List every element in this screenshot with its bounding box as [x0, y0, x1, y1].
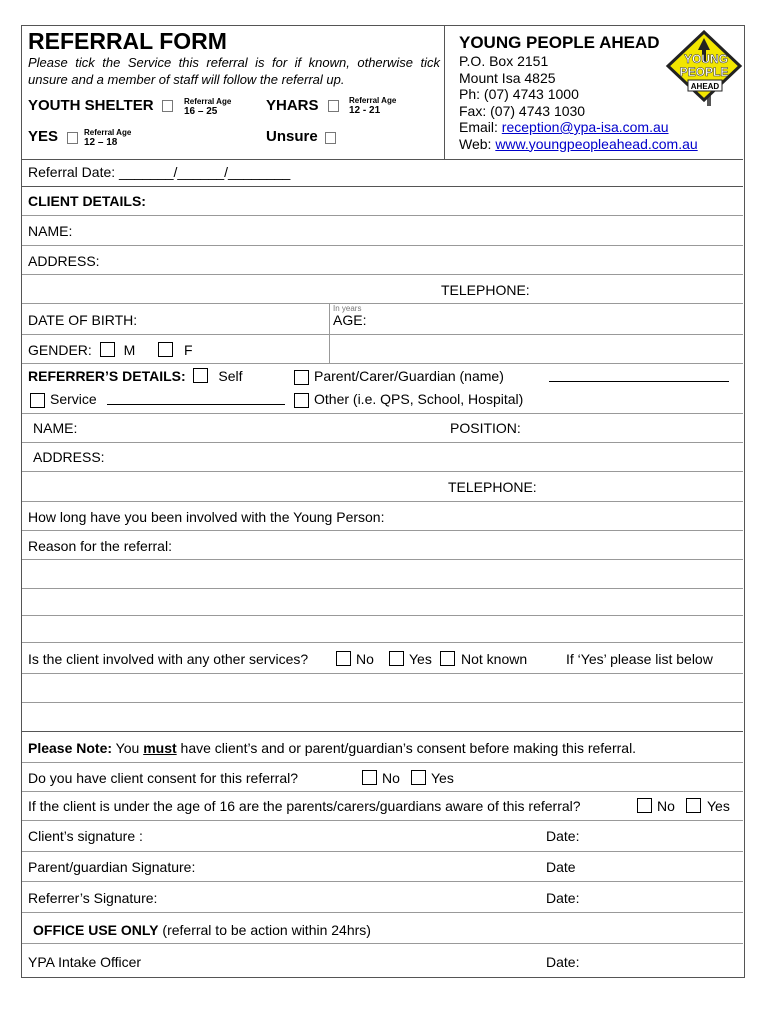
service-yhars-age-range: 12 - 21 [349, 105, 381, 116]
org-email-label: Email: [459, 119, 502, 135]
client-consent-no-label: No [382, 770, 400, 786]
other-services-list-note: If ‘Yes’ please list below [566, 651, 713, 667]
referrer-position-field[interactable]: POSITION: [450, 420, 521, 436]
parent-signature-field[interactable]: Parent/guardian Signature: [28, 859, 196, 875]
other-services-no-label: No [356, 651, 374, 667]
service-youth-shelter-checkbox[interactable] [162, 100, 173, 112]
service-yhars-age-label: Referral Age [349, 96, 397, 105]
client-address-field[interactable]: ADDRESS: [28, 253, 100, 269]
gender-m-label: M [123, 342, 136, 358]
org-contact [459, 53, 698, 152]
under16-question: If the client is under the age of 16 are the parents/carers/guardians aware of this referral? [28, 798, 581, 814]
client-consent-yes-label: Yes [431, 770, 454, 786]
referrer-parent-checkbox[interactable] [294, 370, 309, 385]
referrer-service-name-line[interactable] [107, 392, 285, 405]
client-consent-no-checkbox[interactable] [362, 770, 377, 785]
referrer-telephone-field[interactable]: TELEPHONE: [448, 479, 537, 495]
org-web-link[interactable]: www.youngpeopleahead.com.au [495, 135, 698, 152]
row-divider [22, 820, 743, 821]
row-divider [22, 673, 743, 674]
form-instructions: Please tick the Service this referral is for if known, otherwise tick unsure and a member of staff will follow the referral up. [28, 55, 440, 87]
row-divider [22, 186, 743, 187]
office-use-row [33, 922, 371, 938]
other-services-yes-label: Yes [409, 651, 432, 667]
row-divider [22, 334, 743, 335]
service-yhars-label: YHARS [266, 97, 319, 114]
referrer-self-checkbox[interactable] [193, 368, 208, 383]
row-divider [22, 702, 743, 703]
service-yes-age-label: Referral Age [84, 128, 132, 137]
client-consent-yes-checkbox[interactable] [411, 770, 426, 785]
referrer-other-label: Other (i.e. QPS, School, Hospital) [314, 391, 524, 407]
consent-note-pre: You [112, 740, 144, 756]
row-divider [22, 274, 743, 275]
referrer-details-heading: REFERRER’S DETAILS: [28, 368, 186, 384]
client-signature-date-field[interactable]: Date: [546, 828, 580, 844]
org-web-row [459, 136, 698, 153]
referrer-service-checkbox[interactable] [30, 393, 45, 408]
referrer-signature-date-field[interactable]: Date: [546, 890, 580, 906]
gender-f-checkbox[interactable] [158, 342, 173, 357]
logo-sign-icon [664, 30, 744, 108]
row-divider [22, 791, 743, 792]
org-fax: Fax: (07) 4743 1030 [459, 102, 586, 119]
client-signature-field[interactable]: Client’s signature : [28, 828, 143, 844]
row-divider [22, 303, 743, 304]
row-divider [22, 159, 743, 160]
service-yes-label: YES [28, 128, 59, 145]
parent-signature-date-field[interactable]: Date [546, 859, 576, 875]
row-divider [22, 912, 743, 913]
referrer-parent-name-line[interactable] [549, 369, 729, 382]
client-gender-row [28, 342, 193, 358]
under16-no-label: No [657, 798, 675, 814]
other-services-yes-checkbox[interactable] [389, 651, 404, 666]
logo-text-ahead: AHEAD [690, 82, 720, 91]
org-web-label: Web: [459, 135, 496, 152]
referrer-self-label: Self [218, 368, 243, 384]
row-divider [22, 413, 743, 414]
org-city: Mount Isa 4825 [459, 69, 556, 86]
row-divider [22, 881, 743, 882]
under16-yes-label: Yes [707, 798, 730, 814]
service-unsure-label: Unsure [266, 128, 318, 145]
involvement-duration-field[interactable]: How long have you been involved with the Young Person: [28, 509, 385, 525]
gender-f-label: F [184, 342, 193, 358]
consent-note-must: must [143, 740, 177, 756]
consent-note [28, 740, 636, 756]
client-consent-question: Do you have client consent for this referral? [28, 770, 299, 786]
form-title: REFERRAL FORM [28, 28, 227, 54]
referrer-address-field[interactable]: ADDRESS: [33, 449, 105, 465]
service-youth-shelter-label: YOUTH SHELTER [28, 97, 154, 114]
intake-officer-field[interactable]: YPA Intake Officer [28, 954, 142, 970]
gender-m-checkbox[interactable] [100, 342, 115, 357]
client-dob-field[interactable]: DATE OF BIRTH: [28, 312, 138, 328]
service-youth-shelter-age-range: 16 – 25 [184, 106, 218, 117]
client-telephone-field[interactable]: TELEPHONE: [441, 282, 530, 298]
row-divider [22, 851, 743, 852]
other-services-not-known-label: Not known [461, 651, 528, 667]
row-divider [22, 363, 743, 364]
logo-text-people: PEOPLE [679, 65, 729, 79]
service-yes-checkbox[interactable] [67, 132, 78, 144]
other-services-question: Is the client involved with any other services? [28, 651, 309, 667]
row-divider [22, 615, 743, 616]
referrer-name-field[interactable]: NAME: [33, 420, 78, 436]
other-services-not-known-checkbox[interactable] [440, 651, 455, 666]
client-details-heading: CLIENT DETAILS: [28, 193, 146, 209]
referrer-other-checkbox[interactable] [294, 393, 309, 408]
dob-age-divider [329, 304, 330, 363]
service-yhars-checkbox[interactable] [328, 100, 339, 112]
referrer-service-label: Service [50, 391, 97, 407]
row-divider [22, 215, 743, 216]
office-use-note: (referral to be action within 24hrs) [158, 922, 371, 938]
row-divider [22, 642, 743, 643]
client-age-field[interactable]: AGE: [333, 312, 367, 328]
row-divider [22, 245, 743, 246]
row-divider [22, 588, 743, 589]
service-youth-shelter-age-label: Referral Age [184, 97, 232, 106]
row-divider [22, 530, 743, 531]
intake-date-field[interactable]: Date: [546, 954, 580, 970]
consent-note-post: have client’s and or parent/guardian’s consent before making this referral. [176, 740, 637, 756]
age-hint: In years [333, 304, 362, 313]
org-name: YOUNG PEOPLE AHEAD [459, 33, 660, 52]
org-email-row [459, 119, 698, 136]
office-use-heading: OFFICE USE ONLY [33, 922, 159, 938]
other-services-no-checkbox[interactable] [336, 651, 351, 666]
service-yes-age-range: 12 – 18 [84, 137, 118, 148]
row-divider [22, 442, 743, 443]
client-name-field[interactable]: NAME: [28, 223, 73, 239]
referrer-signature-field[interactable]: Referrer’s Signature: [28, 890, 158, 906]
row-divider [22, 731, 743, 732]
under16-no-checkbox[interactable] [637, 798, 652, 813]
referral-date-field[interactable]: Referral Date: _______/______/________ [28, 164, 291, 180]
org-po-box: P.O. Box 2151 [459, 53, 549, 69]
service-unsure-checkbox[interactable] [325, 132, 336, 144]
referrer-row-1 [28, 368, 243, 384]
consent-note-bold: Please Note: [28, 740, 113, 756]
referral-reason-field[interactable]: Reason for the referral: [28, 538, 172, 554]
ypa-logo [664, 30, 744, 108]
header-divider [444, 26, 445, 159]
org-email-link[interactable]: reception@ypa-isa.com.au [501, 119, 669, 135]
row-divider [22, 943, 743, 944]
org-phone: Ph: (07) 4743 1000 [459, 86, 579, 102]
row-divider [22, 762, 743, 763]
row-divider [22, 501, 743, 502]
logo-text-young: YOUNG [683, 52, 729, 66]
gender-label: GENDER: [28, 342, 92, 358]
row-divider [22, 559, 743, 560]
row-divider [22, 471, 743, 472]
under16-yes-checkbox[interactable] [686, 798, 701, 813]
referrer-parent-label: Parent/Carer/Guardian (name) [314, 368, 504, 384]
